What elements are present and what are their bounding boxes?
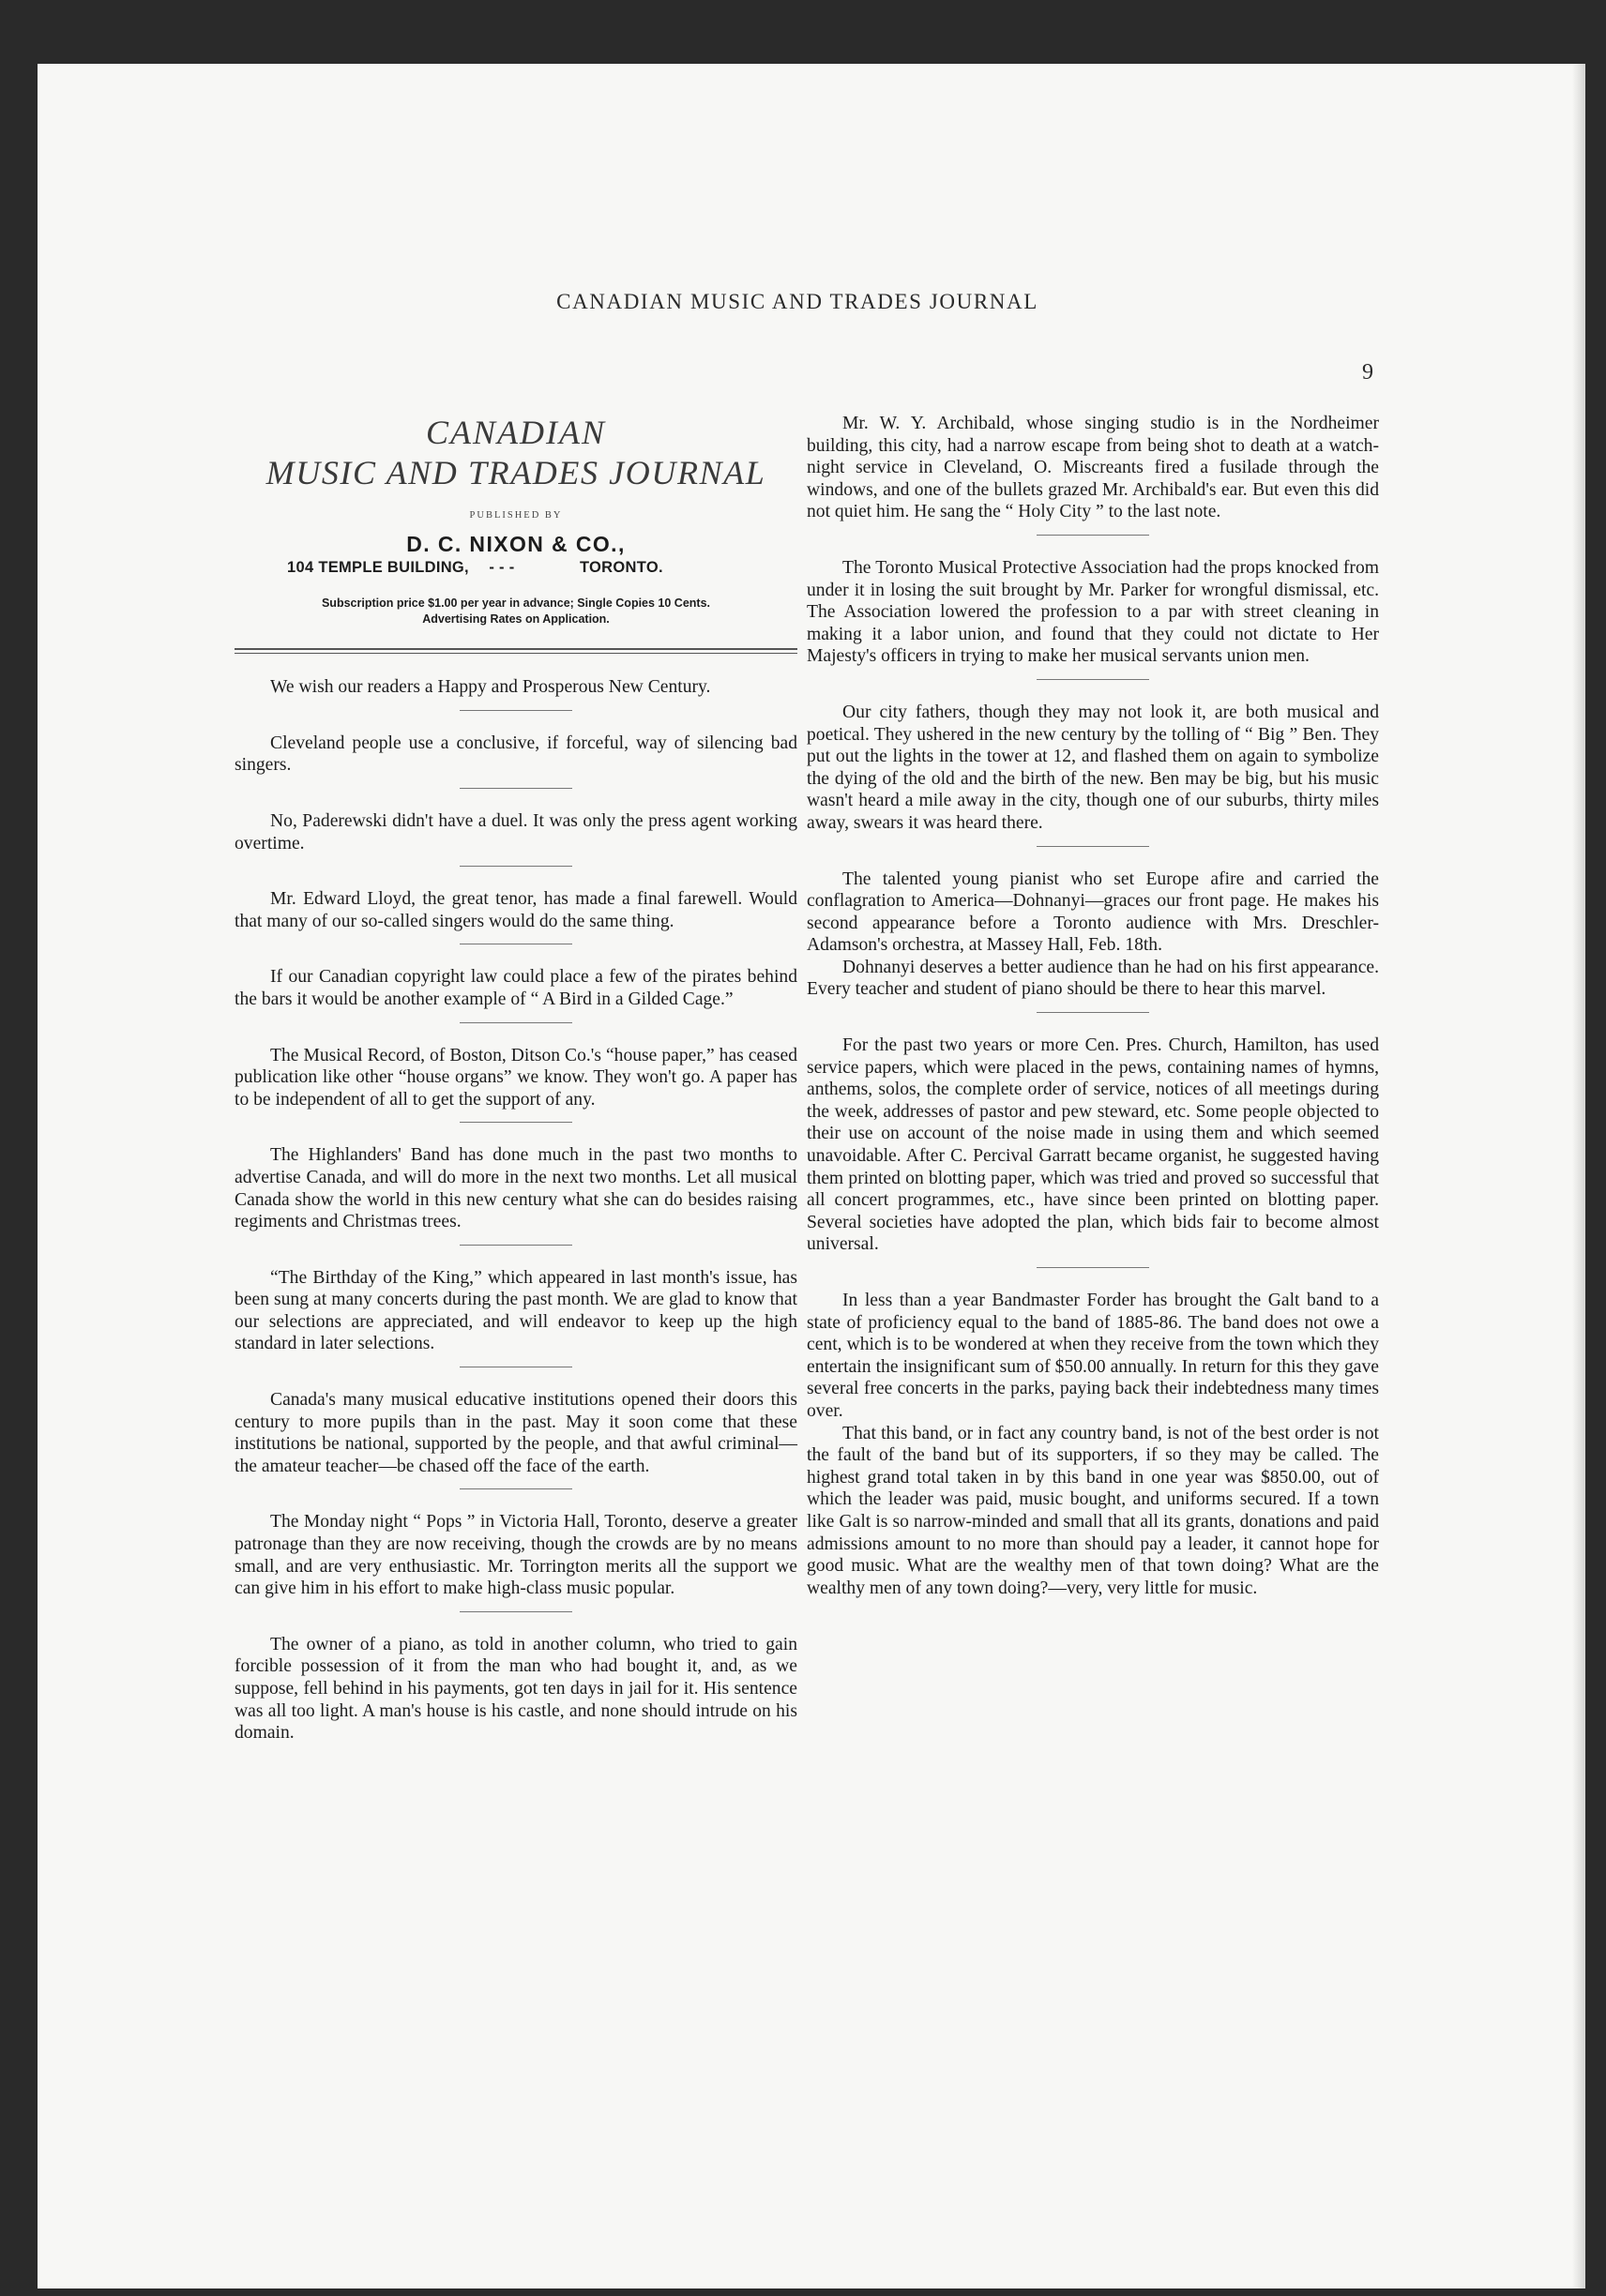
address-dashes: - - -: [489, 558, 515, 576]
separator-rule: [460, 788, 572, 789]
separator-rule: [460, 1022, 572, 1023]
separator-rule: [460, 1245, 572, 1246]
paragraph: Mr. W. Y. Archibald, whose singing studio is in the Nordheimer building, this city, had a narrow escape from being shot to death at a watch-night service in Cleveland, O. Miscreants fired a fusilade through the windows, and one of the bullets grazed Mr. Archibald's ear. But even this did not quiet him. He sang the “ Holy City ” to the last note.: [807, 414, 1379, 522]
paragraph: The talented young pianist who set Europe afire and carried the conflagration to America—Dohnanyi—graces our front page. He makes his second appearance before a Toronto audience with Mrs. Dreschler-Adamson's orchestra, at Massey Hall, Feb. 18th.: [807, 869, 1379, 956]
advertising-rates: Advertising Rates on Application.: [422, 612, 610, 627]
paragraph: Dohnanyi deserves a better audience than he had on his first appearance. Every teacher and student of piano should be there to hear this marvel.: [807, 957, 1379, 1000]
separator-rule: [460, 866, 572, 867]
published-by-label: PUBLISHED BY: [469, 510, 563, 521]
paragraph: That this band, or in fact any country band, is not of the best order is not the fault of the band but of its supporters, if so they may be called. The highest grand total taken in by this band in one year was $850.00, out of which the leader was paid, music bought, and uniforms secured. If a town like Galt is so narrow-minded and small that all its grants, donations and paid admissions amount to no more than should pay a leader, it cannot hope for good music. What are the wealthy men of that town doing? What are the wealthy men of any town doing?—very, very little for music.: [807, 1423, 1379, 1598]
subscription-price: Subscription price $1.00 per year in advance; Single Copies 10 Cents.: [321, 597, 711, 611]
paragraph: No, Paderewski didn't have a duel. It was only the press agent working overtime.: [235, 810, 797, 853]
address-street: 104 TEMPLE BUILDING,: [287, 558, 469, 576]
paragraph: We wish our readers a Happy and Prosperous New Century.: [270, 677, 711, 698]
separator-rule: [1037, 679, 1149, 680]
left-column: [235, 413, 797, 1745]
paragraph: Our city fathers, though they may not look it, are both musical and poetical. They ushered in the new century by the tolling of “ Big ” Ben. They put out the lights in the tower at 12, and flashed them on again to symbolize the dying of the old and the birth of the new. Ben may be big, but his music wasn't heard a mile away in the city, though one of our suburbs, thirty miles away, swears it was heard there.: [807, 702, 1379, 833]
publisher-address: [235, 557, 797, 580]
running-head: CANADIAN MUSIC AND TRADES JOURNAL: [556, 290, 1038, 313]
paragraph: For the past two years or more Cen. Pres. Church, Hamilton, has used service papers, which were placed in the pews, containing names of hymns, anthems, solos, the complete order of service, notices of all meetings during the week, addresses of pastor and pew steward, etc. Some people objected to their use on account of the noise made in using them and which seemed unavoidable. After C. Percival Garratt became organist, he suggested having them printed on blotting paper, which was tried and proved so successful that all concert programmes, etc., have since been printed on blotting paper. Several societies have adopted the plan, which bids fair to become almost universal.: [807, 1035, 1379, 1255]
paragraph: Canada's many musical educative institutions opened their doors this century to more pupils than in the past. May it soon come that these institutions be national, supported by the people, and that awful criminal—the amateur teacher—be chased off the face of the earth.: [235, 1390, 797, 1476]
paragraph: In less than a year Bandmaster Forder has brought the Galt band to a state of proficiency equal to the band of 1885-86. The band does not owe a cent, which is to be wondered at when they receive from the town which they entertain the insignificant sum of $50.00 annually. In return for this they gave several free concerts in the parks, paying back their indebtedness many times over.: [807, 1291, 1379, 1421]
address-city: TORONTO.: [579, 558, 663, 576]
separator-rule: [1037, 846, 1149, 847]
separator-rule: [460, 1122, 572, 1123]
paragraph: The Musical Record, of Boston, Ditson Co.'s “house paper,” has ceased publication like other “house organs” we know. They won't go. A paper has to be independent of all to get the support of any.: [235, 1045, 797, 1110]
masthead-title-line1: CANADIAN: [426, 414, 606, 451]
separator-rule: [460, 1611, 572, 1612]
paragraph: “The Birthday of the King,” which appeared in last month's issue, has been sung at many concerts during the past month. We are glad to know that our selections are appreciated, and will endeavor to keep up the high standard in later selections.: [235, 1267, 797, 1354]
right-column: [807, 413, 1379, 1599]
subscription-info: [235, 596, 797, 627]
separator-rule: [1037, 535, 1149, 536]
paragraph: The Toronto Musical Protective Association had the props knocked from under it in losing the suit brought by Mr. Parker for wrongful dismissal, etc. The Association lowered the profession to a par with street cleaning in making it a labor union, and found that they could not dictate to Her Majesty's officers in trying to make her musical servants union men.: [807, 557, 1379, 667]
paragraph: The Highlanders' Band has done much in the past two months to advertise Canada, and will do more in the next two months. Let all musical Canada show the world in this new century what she can do besides raising regiments and Christmas trees.: [235, 1145, 797, 1232]
separator-rule: [460, 710, 572, 711]
publisher-name: D. C. NIXON & CO.,: [406, 531, 626, 556]
paragraph: The Monday night “ Pops ” in Victoria Hall, Toronto, deserve a greater patronage than they are now receiving, though the crowds are by no means small, and are very enthusiastic. Mr. Torrington merits all the support we can give him in his effort to make high-class music popular.: [235, 1512, 797, 1599]
paragraph: The owner of a piano, as told in another column, who tried to gain forcible possession of it from the man who had bought it, and, as we suppose, fell behind in his payments, got ten days in jail for it. His sentence was all too light. A man's house is his castle, and none should intrude on his domain.: [235, 1634, 797, 1744]
paragraph: Mr. Edward Lloyd, the great tenor, has made a final farewell. Would that many of our so-called singers would do the same thing.: [235, 889, 797, 931]
masthead-title-line2: MUSIC AND TRADES JOURNAL: [265, 454, 766, 491]
separator-rule: [1037, 1012, 1149, 1013]
separator-rule: [1037, 1267, 1149, 1268]
masthead-double-rule: [235, 648, 797, 654]
masthead: [235, 413, 797, 627]
separator-rule: [460, 1488, 572, 1489]
paragraph: If our Canadian copyright law could place a few of the pirates behind the bars it would be another example of “ A Bird in a Gilded Cage.”: [235, 967, 797, 1009]
page-number: 9: [1362, 360, 1373, 385]
paragraph: Cleveland people use a conclusive, if forceful, way of silencing bad singers.: [235, 733, 797, 776]
